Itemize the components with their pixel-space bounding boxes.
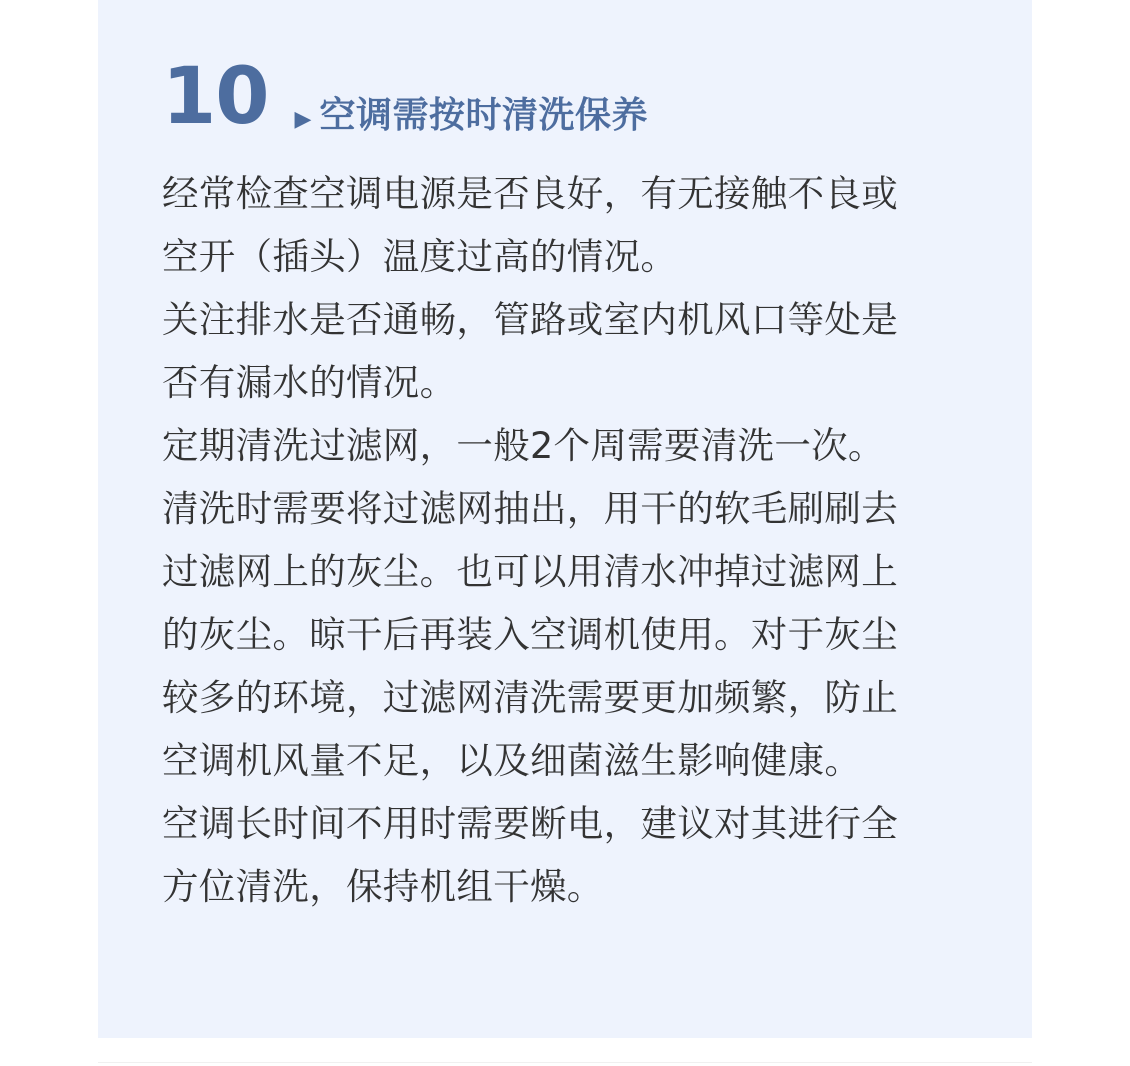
body-text: [162, 162, 974, 918]
text-line: 空调机风量不足，以及细菌滋生影响健康。: [162, 739, 862, 782]
text-line: 过滤网上的灰尘。也可以用清水冲掉过滤网上: [162, 550, 898, 593]
text-line: 否有漏水的情况。: [162, 361, 457, 404]
text-line: 定期清洗过滤网，一般2个周需要清洗一次。: [162, 424, 885, 467]
text-line: 方位清洗，保持机组干燥。: [162, 865, 604, 908]
text-line: 经常检查空调电源是否良好，有无接触不良或: [162, 172, 898, 215]
text-line: 较多的环境，过滤网清洗需要更加频繁，防止: [162, 676, 898, 719]
text-line: 的灰尘。晾干后再装入空调机使用。对于灰尘: [162, 613, 898, 656]
text-line: 关注排水是否通畅，管路或室内机风口等处是: [162, 298, 898, 341]
play-arrow-icon: ▶: [294, 107, 312, 132]
text-line: 空开（插头）温度过高的情况。: [162, 235, 678, 278]
text-line: 空调长时间不用时需要断电，建议对其进行全: [162, 802, 898, 845]
section-title: 空调需按时清洗保养: [319, 95, 648, 136]
section-number: 10: [162, 52, 269, 142]
divider: [98, 1062, 1032, 1063]
section-heading: [162, 52, 648, 146]
text-line: 清洗时需要将过滤网抽出，用干的软毛刷刷去: [162, 487, 898, 530]
